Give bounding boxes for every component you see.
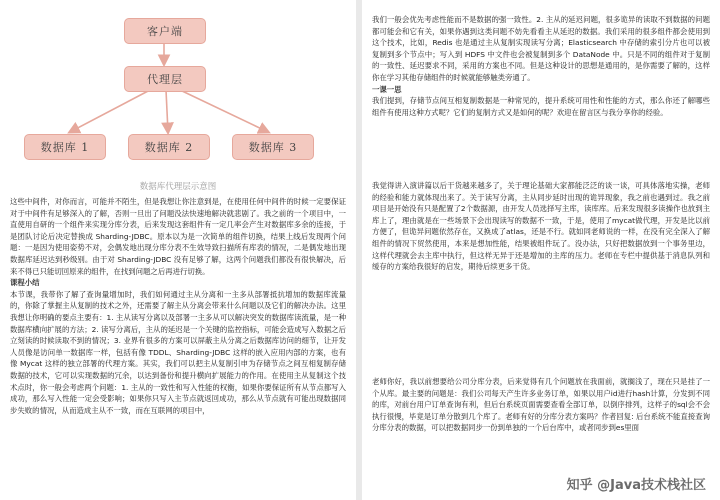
arrow-proxy-db2 [166,90,168,132]
client-node: 客户端 [124,18,206,44]
reader-comment-2 [362,376,720,434]
summary-paragraph: 本节课，我带你了解了查询量增加时，我们如何通过主从分离和一主多从部署抵抗增加的数据库流量的，你除了掌握主从复制的技术之外，还需要了解主从分离会带来什么问题以及它们的解决办法。这里我想让你明确的要点主要有：1. 主从读写分离以及部署一主多从可以解决突发的数据库读流量，是一种数据库横向扩展的方法；2. 读写分离后，主从的延迟是一个关键的监控指标，可能会造成写入数据之后立刻读的时候读取不到的情况；3. 业界有很多的方案可以屏蔽主从分离之后数据库访问的细节，让开发人员像是访问单一数据库一样，包括有像 TDDL、Sharding-JDBC 这样的嵌入应用内部的方案，也有像 Mycat 这样的独立部署的代理方案。其实，我们可以把主从复制引申为存储节点之间互相复制存储数据的技术，它可以实现数据的冗余，以达到备份和提升横向扩展能力的作用。在使用主从复制这个技术点时，你一般会考虑两个问题：1. 主从的一致性和写入性能的权衡，如果你要保证所有从节点都写入成功，那么写入性能一定会受影响；如果你只写入主节点就返回成功，那么从节点就有可能出现数据同步失败的情况，从而造成主从不一致，而在互联网的项目中， [10,289,346,415]
database-2-node: 数据库 2 [128,134,210,160]
question-paragraph: 我们提到，存储节点间互相复制数据是一种常见的，提升系统可用性和性能的方式，那么你还了解哪些组件有使用这种方式呢？它们的复制方式又是如何的呢？欢迎在留言区与我分享你的经验。 [372,96,710,117]
middleware-paragraph: 这些中间件，对你而言，可能并不陌生，但是我想让你注意到是，在使用任何中间件的时候一定要保证对于中间件有足够深入的了解，否则一旦出了问题没法快速地解决就悲剧了。我之前的一个项目中，一直使用自研的一个组件来实现分库分表，后来发现这套组件有一定几率会产生对数据库多余的连接，于是团队讨论后决定替换成 Sharding-JDBC。原本以为是一次简单的组件切换，结果上线后发现两个问题：一是因为使用姿势不对，会偶发地出现分库分表不生效导致扫描所有库表的情况，二是偶发地出现数据库延迟达到秒级别。由于对 Sharding-JDBC 没有足够了解，这两个问题我们都没有很快解决，后来不得已只能切回原来的组件，在找到问题之后再进行切换。 [10,197,346,276]
arrow-proxy-db1 [70,90,150,132]
arrow-proxy-db3 [180,90,268,132]
right-page [362,0,720,500]
summary-heading: 课程小结 [10,278,40,288]
question-heading: 一课一思 [372,84,402,94]
article-continuation [362,14,720,118]
comment-text: 老师你好，我以前想要给公司分库分表，后来觉得有几个问题放在我面前，就搁浅了，现在只是挂了一个从库。最主要的问题是：我们公司每天产生许多业务订单，如果以用户id进行hash计算，分发到不同的库，对前台用户订单查询有利，但后台系统页面需要查看全部订单，以倒序排列，这样子的sql会不会执行很慢，毕竟是订单分散到几个库了。老师有好的分库分表方案吗？作者回复: 后台系统不能直接查询分库分表的数据，可以把数据同步一份到单独的一个后台库中，或者同步到es里面 [372,377,710,433]
left-page [0,0,356,500]
reader-comment-1 [362,180,720,273]
proxy-node: 代理层 [124,66,206,92]
database-1-node: 数据库 1 [24,134,106,160]
zhihu-watermark: 知乎 @Java技术栈社区 [563,473,710,494]
proxy-layer-diagram [0,0,356,180]
diagram-caption: 数据库代理层示意图 [139,182,217,192]
database-3-node: 数据库 3 [232,134,314,160]
replication-paragraph: 我们一般会优先考虑性能而不是数据的强一致性。2. 主从的延迟问题，很多诡异的读取不到数据的问题都可能会和它有关，如果你遇到这类问题不妨先看看主从延迟的数据。我们采用的很多组件都会使用到这个技术，比如，Redis 也是通过主从复制实现读写分离；Elasticsearch 中存储的索引分片也可以被复制到多个节点中；写入到 HDFS 中文件也会被复制到多个 DataNode 中。只是不同的组件对于复制的一致性、延迟要求不同，采用的方案也不同。但是这种设计的思想是通用的，是你需要了解的，这样你在学习其他存储组件的时候就能够触类旁通了。 [372,15,710,82]
comment-text: 我觉得讲入演讲篇以后干货越来越多了，关于理论基础大家都能泛泛的谈一谈，可具体落地实操，老师的经验和能力就体现出来了。关于读写分离，主从同步延时出现的诡异现象，我之前也遇到过。我之前项目是开始没有只是配置了2个数据源，由开发人员选择写主库，读库库。后来发现很多读操作也放到主库上了，理由就是在一些场景下会出现读写的数据不一致，于是，使用了mycat做代理，开发是比以前方便了，但诡异问题依然存在，又换成了atlas，还是不行。就如同老师说的一样，在没有完全深入了解组件的情况下贸然使用，本来是想加性能，结果被组件玩了。没办法，只好把数据放到一个事务里边，这样代理就会去主库中执行，但这样无异于还是增加的主库的压力。老师在专栏中提供基于消息队列和缓存的方案给我很好的启发，期待后续更多干货。 [372,181,710,272]
